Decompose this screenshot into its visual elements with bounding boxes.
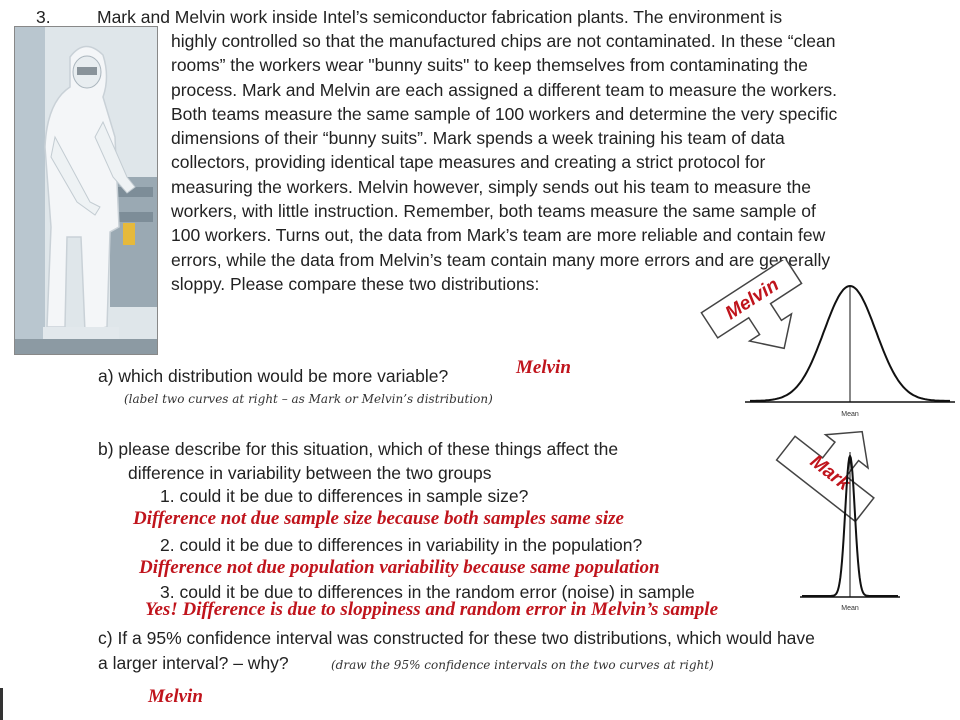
part-b-item-3: 3. could it be due to differences in the random error (noise) in sample xyxy=(160,582,695,602)
question-line: rooms” the workers wear "bunny suits" to keep themselves from contaminating the xyxy=(171,55,808,76)
part-b-item-2: 2. could it be due to differences in variability in the population? xyxy=(160,535,643,555)
question-line: collectors, providing identical tape measures and creating a strict protocol for xyxy=(171,152,766,173)
part-a-answer: Melvin xyxy=(516,357,571,378)
question-paragraph-body xyxy=(171,29,941,296)
melvin-mean-label: Mean xyxy=(841,411,859,418)
part-b-answer-1: Difference not due sample size because both samples same size xyxy=(133,508,624,529)
part-a-question: a) which distribution would be more variable? xyxy=(98,366,449,386)
mark-curve-label: Mark xyxy=(805,451,854,495)
part-b-item-1: 1. could it be due to differences in sample size? xyxy=(160,486,529,506)
part-c-answer: Melvin xyxy=(148,686,203,707)
question-number: 3. xyxy=(36,7,51,27)
part-b-question: b) please describe for this situation, which of these things affect the xyxy=(98,439,619,459)
question-line: Mark and Melvin work inside Intel’s semiconductor fabrication plants. The environment is xyxy=(97,7,783,27)
question-line: sloppy. Please compare these two distributions: xyxy=(171,273,540,294)
distribution-curves xyxy=(700,260,960,630)
part-b-question-cont: difference in variability between the two groups xyxy=(128,463,492,483)
question-paragraph xyxy=(97,5,897,29)
part-a-instruction: (label two curves at right – as Mark or Melvin’s distribution) xyxy=(124,392,493,406)
question-line: errors, while the data from Melvin’s team contain many more errors and are generally xyxy=(171,249,831,270)
question-line: 100 workers. Turns out, the data from Mark’s team are more reliable and contain few xyxy=(171,225,826,246)
part-c-instruction: (draw the 95% confidence intervals on the two curves at right) xyxy=(331,658,714,672)
left-edge-marker xyxy=(0,688,3,720)
question-line: Both teams measure the same sample of 100 workers and determine the very specific xyxy=(171,103,838,124)
mark-mean-label: Mean xyxy=(841,605,859,612)
part-c-question-cont: a larger interval? – why? xyxy=(98,653,289,673)
melvin-arrow-label xyxy=(701,260,826,376)
question-line: dimensions of their “bunny suits”. Mark spends a week training his team of data xyxy=(171,128,785,149)
question-line: measuring the workers. Melvin however, simply sends out his team to measure the xyxy=(171,176,812,197)
question-line: highly controlled so that the manufactured chips are not contaminated. In these “clean xyxy=(171,31,836,51)
cleanroom-worker-photo xyxy=(14,26,158,355)
part-b-answer-2: Difference not due population variability because same population xyxy=(139,557,660,578)
mark-arrow-label xyxy=(777,401,902,522)
question-line: workers, with little instruction. Remember, both teams measure the same sample of xyxy=(171,201,816,222)
melvin-curve-label: Melvin xyxy=(721,274,783,325)
part-c-question: c) If a 95% confidence interval was constructed for these two distributions, which would have xyxy=(98,628,815,648)
question-line: process. Mark and Melvin are each assigned a different team to measure the workers. xyxy=(171,79,837,100)
part-b-answer-3: Yes! Difference is due to sloppiness and random error in Melvin’s sample xyxy=(145,599,719,620)
